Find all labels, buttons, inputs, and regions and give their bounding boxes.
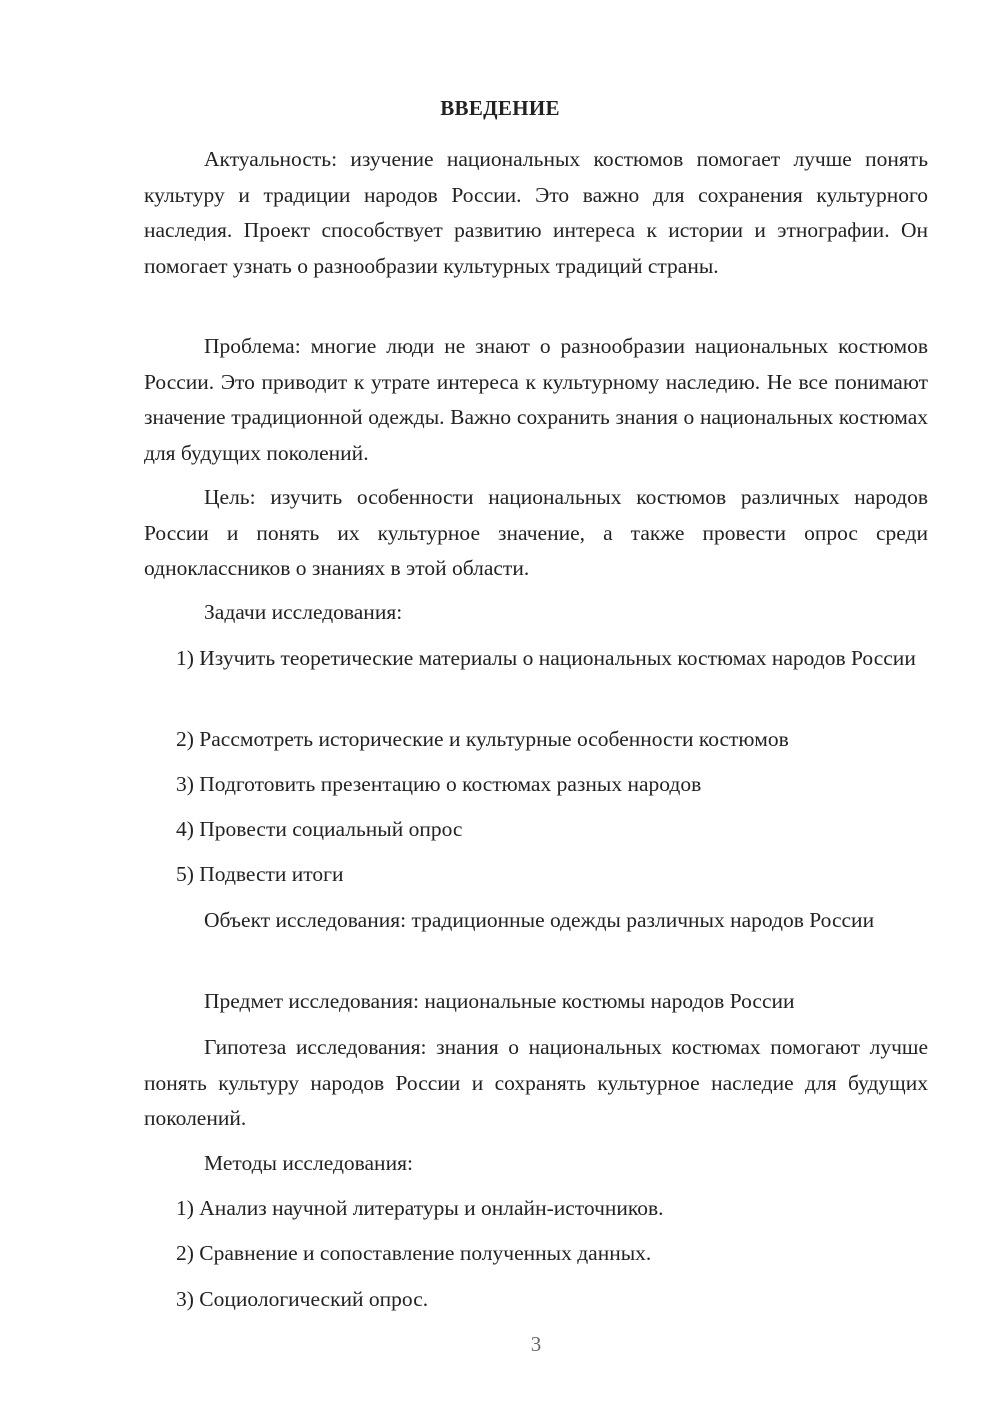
task-item-4: 4) Провести социальный опрос — [176, 817, 463, 841]
hypothesis-paragraph: Гипотеза исследования: знания о национальных костюмах помогают лучше понять культуру народов России и сохранять культурное наследие для будущих поколений. — [144, 1035, 928, 1130]
relevance-paragraph: Актуальность: изучение национальных костюмов помогает лучше понять культуру и традиции народов России. Это важно для сохранения культурного наследия. Проект способствует развитию интереса к истории и этнографии. Он помогает узнать о разнообразии культурных традиций страны. — [144, 147, 928, 278]
subject-paragraph: Предмет исследования: национальные костюмы народов России — [204, 989, 795, 1013]
problem-paragraph: Проблема: многие люди не знают о разнообразии национальных костюмов России. Это приводит к утрате интереса к культурному наследию. Не все понимают значение традиционной одежды. Важно сохранить знания о национальных костюмах для будущих поколений. — [144, 334, 928, 465]
object-paragraph: Объект исследования: традиционные одежды различных народов России — [204, 908, 875, 932]
page-number: 3 — [530, 1332, 542, 1356]
task-item-2: 2) Рассмотреть исторические и культурные особенности костюмов — [176, 727, 789, 751]
methods-heading: Методы исследования: — [204, 1151, 413, 1175]
method-item-3: 3) Социологический опрос. — [176, 1287, 429, 1311]
section-title: ВВЕДЕНИЕ — [440, 96, 560, 120]
tasks-heading: Задачи исследования: — [204, 600, 403, 624]
method-item-2: 2) Сравнение и сопоставление полученных данных. — [176, 1241, 652, 1265]
method-item-1: 1) Анализ научной литературы и онлайн-источников. — [176, 1196, 664, 1220]
task-item-3: 3) Подготовить презентацию о костюмах разных народов — [176, 772, 702, 796]
task-item-1: 1) Изучить теоретические материалы о национальных костюмах народов России — [176, 646, 916, 670]
goal-paragraph: Цель: изучить особенности национальных костюмов различных народов России и понять их культурное значение, а также провести опрос среди одноклассников о знаниях в этой области. — [144, 485, 928, 580]
task-item-5: 5) Подвести итоги — [176, 862, 344, 886]
